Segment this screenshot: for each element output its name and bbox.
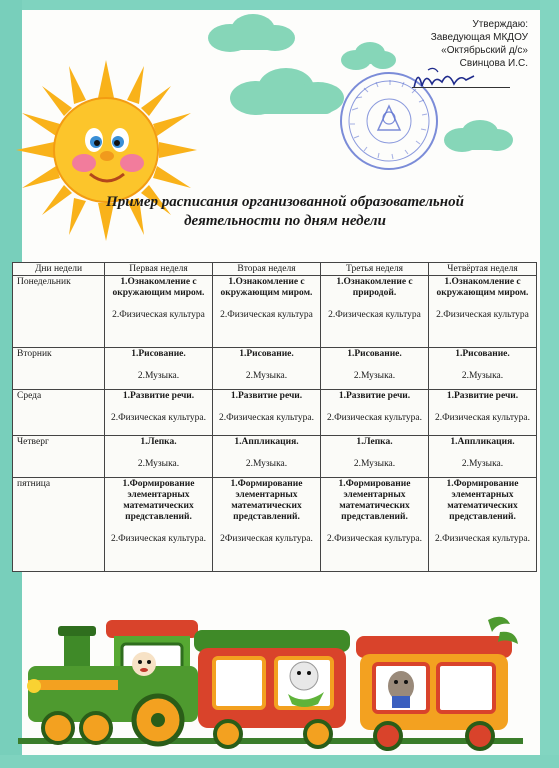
schedule-table xyxy=(12,262,537,572)
approval-heading: Утверждаю: xyxy=(472,19,528,30)
day-cell: Четверг xyxy=(13,436,105,478)
cloud-icon xyxy=(228,66,346,118)
lesson-first: 1.Формирование элементарных математических представлений. xyxy=(338,479,411,522)
cloud-icon xyxy=(205,12,297,54)
lesson-cell xyxy=(105,348,213,390)
lesson-first: 1.Развитие речи. xyxy=(230,391,303,401)
lesson-second: 2.Физическая культура. xyxy=(434,413,531,423)
lesson-cell xyxy=(321,478,429,572)
lesson-second: 2.Музыка. xyxy=(353,459,396,469)
lesson-second: 2.Физическая культура xyxy=(220,310,313,320)
lesson-first: 1.Лепка. xyxy=(356,437,393,447)
lesson-cell xyxy=(213,276,321,348)
lesson-cell xyxy=(213,436,321,478)
day-cell: Понедельник xyxy=(13,276,105,348)
approval-name: Свинцова И.С. xyxy=(459,58,528,69)
lesson-second: 2.Музыка. xyxy=(353,371,396,381)
table-row xyxy=(13,276,537,348)
title-line-2: деятельности по дням недели xyxy=(184,213,386,229)
lesson-cell xyxy=(429,478,537,572)
lesson-second: 2.Музыка. xyxy=(461,371,504,381)
lesson-cell xyxy=(105,478,213,572)
lesson-second: 2.Физическая культура xyxy=(112,310,205,320)
lesson-second: 2.Физическая культура. xyxy=(110,534,207,544)
lesson-cell xyxy=(429,436,537,478)
lesson-first: 1.Развитие речи. xyxy=(122,391,195,401)
lesson-first: 1.Ознакомление с природой. xyxy=(336,277,413,298)
lesson-second: 2.Физическая культура. xyxy=(434,534,531,544)
lesson-first: 1.Ознакомление с окружающим миром. xyxy=(436,277,529,298)
lesson-first: 1.Развитие речи. xyxy=(338,391,411,401)
decorative-border-right xyxy=(540,0,559,768)
lesson-cell xyxy=(321,436,429,478)
lesson-cell xyxy=(105,390,213,436)
lesson-first: 1.Формирование элементарных математических представлений. xyxy=(122,479,195,522)
approval-position: Заведующая МКДОУ xyxy=(430,32,528,43)
lesson-first: 1.Формирование элементарных математических представлений. xyxy=(446,479,519,522)
locomotive xyxy=(27,620,198,744)
lesson-first: 1.Рисование. xyxy=(239,349,294,359)
lesson-first: 1.Аппликация. xyxy=(234,437,299,447)
decorative-border-top xyxy=(0,0,559,10)
lesson-cell xyxy=(213,478,321,572)
lesson-first: 1.Формирование элементарных математических представлений. xyxy=(230,479,303,522)
signature-line xyxy=(412,87,510,88)
lesson-second: 2.Музыка. xyxy=(245,371,288,381)
lesson-cell xyxy=(213,348,321,390)
lesson-second: 2.Музыка. xyxy=(245,459,288,469)
table-row xyxy=(13,348,537,390)
day-cell: пятница xyxy=(13,478,105,572)
lesson-second: 2.Физическая культура xyxy=(328,310,421,320)
lesson-second: 2.Музыка. xyxy=(137,459,180,469)
header-cell: Вторая неделя xyxy=(213,263,321,276)
document-title xyxy=(40,193,530,231)
table-row xyxy=(13,436,537,478)
lesson-first: 1.Развитие речи. xyxy=(446,391,519,401)
lesson-cell xyxy=(321,390,429,436)
lesson-second: 2.Физическая культура. xyxy=(110,413,207,423)
header-cell: Третья неделя xyxy=(321,263,429,276)
lesson-second: 2.Физическая культура. xyxy=(326,534,423,544)
header-cell: Первая неделя xyxy=(105,263,213,276)
train-illustration xyxy=(18,610,523,760)
lesson-cell xyxy=(429,276,537,348)
lesson-first: 1.Аппликация. xyxy=(450,437,515,447)
table-header-row xyxy=(13,263,537,276)
lesson-first: 1.Рисование. xyxy=(131,349,186,359)
lesson-second: 2.Физическая культура. xyxy=(218,413,315,423)
table-row xyxy=(13,478,537,572)
day-cell: Среда xyxy=(13,390,105,436)
lesson-cell xyxy=(321,276,429,348)
lesson-cell xyxy=(105,436,213,478)
lesson-first: 1.Рисование. xyxy=(455,349,510,359)
wagon-red xyxy=(194,630,350,747)
lesson-first: 1.Ознакомление с окружающим миром. xyxy=(112,277,205,298)
lesson-second: 2.Музыка. xyxy=(461,459,504,469)
header-cell: Четвёртая неделя xyxy=(429,263,537,276)
approval-block xyxy=(398,18,528,70)
lesson-cell xyxy=(429,390,537,436)
header-cell: Дни недели xyxy=(13,263,105,276)
day-cell: Вторник xyxy=(13,348,105,390)
cloud-icon xyxy=(338,40,398,72)
lesson-cell xyxy=(429,348,537,390)
lesson-second: 2.Физическая культура. xyxy=(326,413,423,423)
lesson-first: 1.Лепка. xyxy=(140,437,177,447)
lesson-cell xyxy=(105,276,213,348)
lesson-first: 1.Ознакомление с окружающим миром. xyxy=(220,277,313,298)
title-line-1: Пример расписания организованной образовательной xyxy=(106,194,464,210)
lesson-second: 2.Музыка. xyxy=(137,371,180,381)
lesson-first: 1.Рисование. xyxy=(347,349,402,359)
cloud-icon xyxy=(442,118,514,154)
lesson-cell xyxy=(321,348,429,390)
table-row xyxy=(13,390,537,436)
approval-organization: «Октябрьский д/с» xyxy=(441,45,528,56)
wagon-orange xyxy=(356,617,518,749)
lesson-cell xyxy=(213,390,321,436)
lesson-second: 2Физическая культура. xyxy=(220,534,313,544)
lesson-second: 2.Физическая культура xyxy=(436,310,529,320)
